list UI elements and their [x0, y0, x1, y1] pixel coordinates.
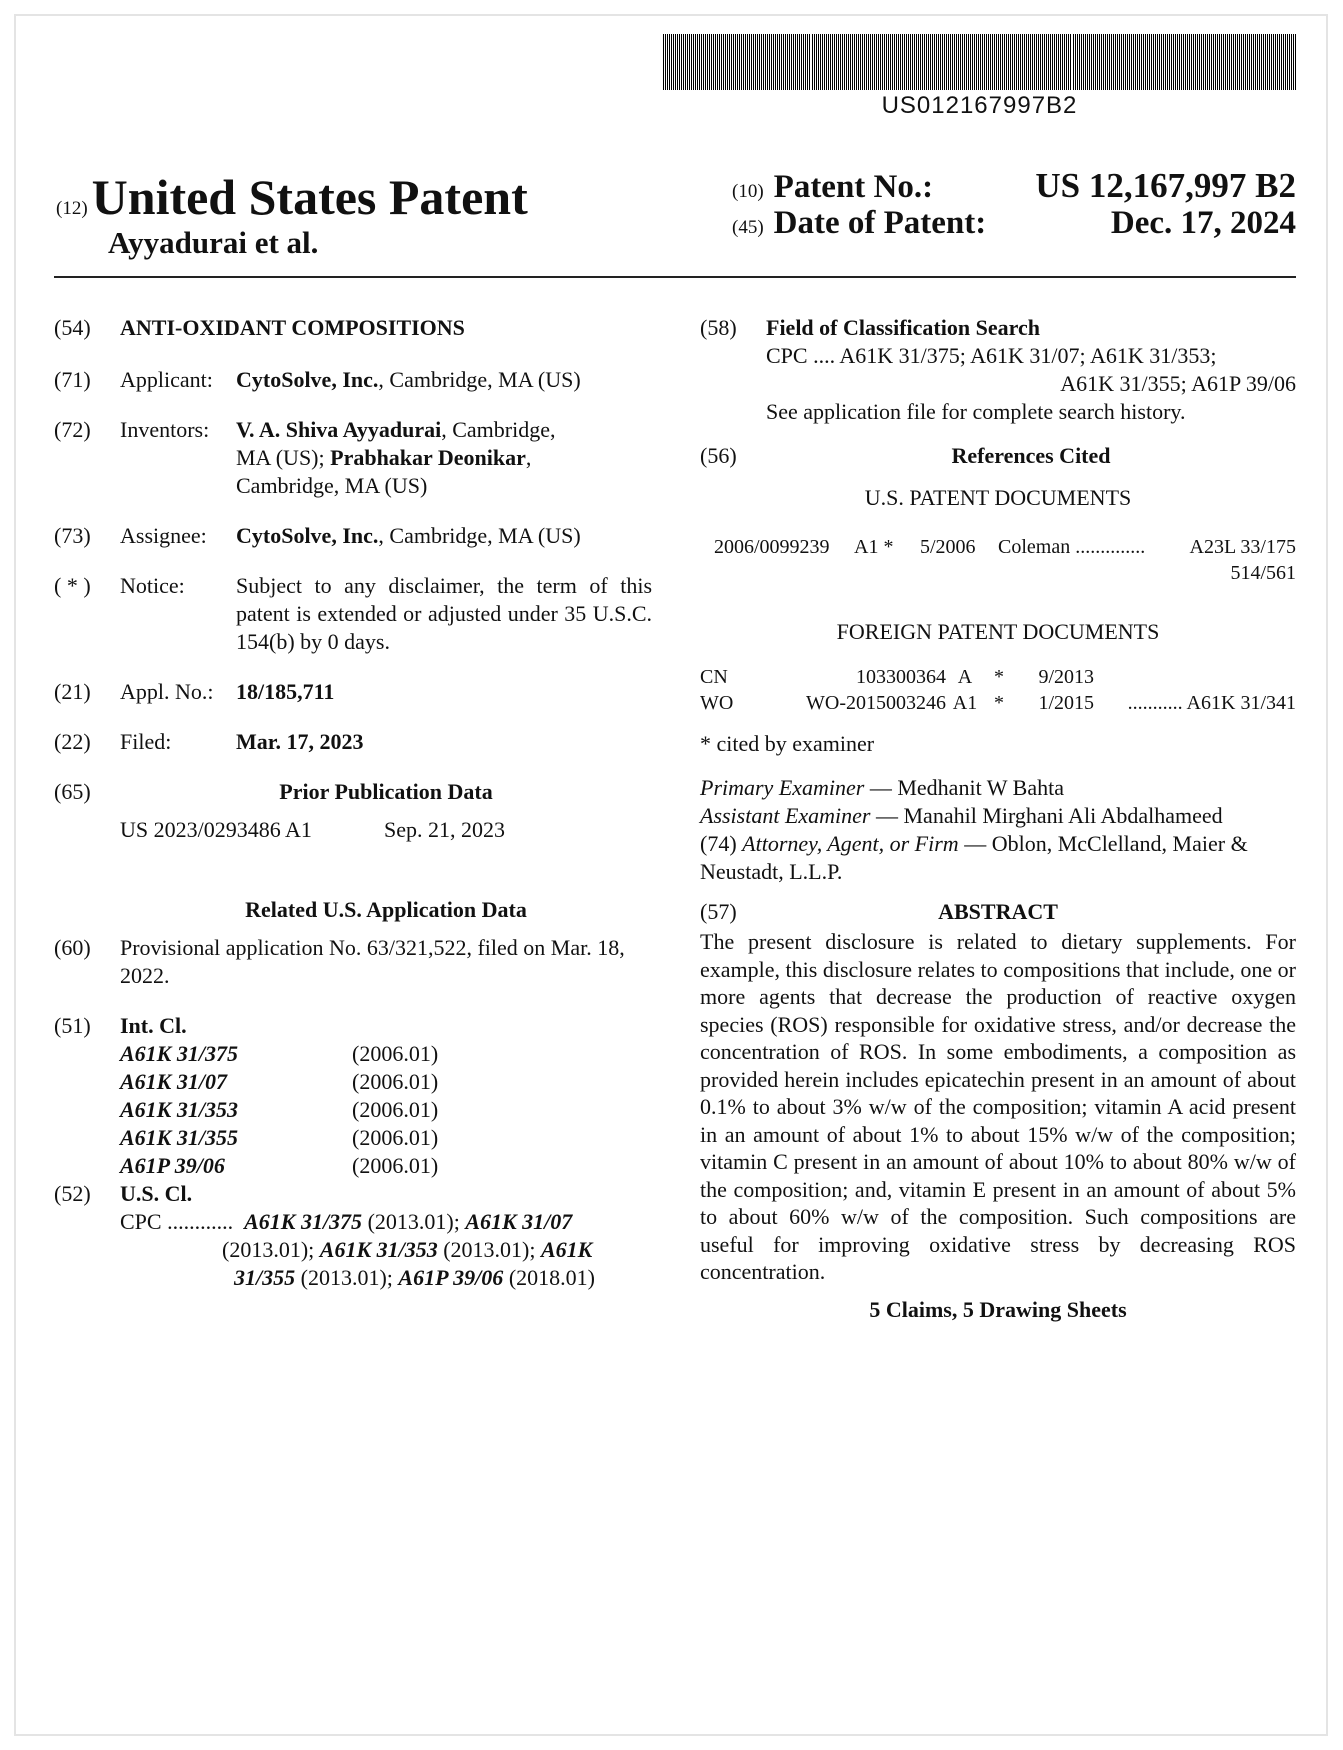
field-51	[54, 1012, 652, 1180]
int-cl-name: A61K 31/07	[120, 1069, 227, 1094]
primary-examiner-name: — Medhanit W Bahta	[864, 775, 1064, 800]
foreign-ref-class: ........... A61K 31/341	[1127, 692, 1296, 714]
field-60	[54, 934, 652, 990]
field-57	[700, 898, 1296, 926]
foreign-ref-star: *	[994, 692, 1004, 714]
classification-search-heading: Field of Classification Search	[766, 315, 1040, 340]
code-52: (52)	[54, 1181, 91, 1206]
claims-summary: 5 Claims, 5 Drawing Sheets	[869, 1296, 1127, 1322]
date-label: Date of Patent:	[773, 205, 987, 241]
int-cl-list	[120, 1040, 652, 1180]
us-cl-class: A61K 31/375	[244, 1209, 363, 1234]
applicant-name: CytoSolve, Inc.	[236, 367, 379, 392]
applicant-label: Applicant:	[120, 367, 213, 392]
prior-pub-number: US 2023/0293486 A1	[120, 817, 312, 842]
us-cl-class: A61K 31/353	[319, 1237, 438, 1262]
related-app-heading: Related U.S. Application Data	[245, 897, 527, 922]
inventor-1-location: , Cambridge,	[441, 417, 556, 442]
code-10: (10)	[732, 181, 764, 202]
us-cl-date: (2013.01);	[362, 1209, 466, 1234]
code-71: (71)	[54, 367, 91, 392]
code-58: (58)	[700, 315, 737, 340]
left-column	[54, 314, 652, 1292]
filed-date: Mar. 17, 2023	[236, 729, 364, 754]
foreign-ref-row	[700, 690, 1296, 716]
inventor-2-sep: ,	[525, 445, 532, 470]
code-60: (60)	[54, 935, 91, 960]
int-cl-name: A61K 31/355	[120, 1125, 238, 1150]
code-54: (54)	[54, 315, 91, 340]
assistant-examiner-name: — Manahil Mirghani Ali Abdalhameed	[870, 803, 1223, 828]
code-57: (57)	[700, 899, 737, 924]
code-22: (22)	[54, 729, 91, 754]
int-cl-name: A61K 31/353	[120, 1097, 238, 1122]
primary-examiner-label: Primary Examiner	[700, 775, 865, 800]
int-cl-row	[120, 1040, 652, 1068]
us-ref-number: 2006/0099239	[714, 536, 830, 558]
invention-title: ANTI-OXIDANT COMPOSITIONS	[120, 315, 465, 340]
code-51: (51)	[54, 1013, 91, 1038]
us-cl-line-2	[120, 1236, 652, 1264]
code-74: (74)	[700, 831, 743, 856]
assignee-name: CytoSolve, Inc.	[236, 523, 379, 548]
classification-search-line-1: CPC .... A61K 31/375; A61K 31/07; A61K 31/353;	[766, 343, 1217, 368]
int-cl-row	[120, 1096, 652, 1124]
us-ref-class: A23L 33/175	[1189, 536, 1296, 558]
foreign-ref-row	[700, 664, 1296, 690]
us-cl-heading: U.S. Cl.	[120, 1181, 193, 1206]
notice-text: Subject to any disclaimer, the term of this patent is extended or adjusted under 35 U.S.C. 154(b) by 0 days.	[236, 573, 652, 654]
us-cl-date: (2018.01)	[503, 1265, 595, 1290]
code-73: (73)	[54, 523, 91, 548]
us-ref-name: Coleman ..............	[998, 536, 1146, 558]
code-56: (56)	[700, 443, 737, 468]
field-54	[54, 314, 652, 342]
code-65: (65)	[54, 779, 91, 804]
field-52	[54, 1180, 652, 1292]
foreign-ref-country: WO	[700, 692, 734, 714]
prior-pub-date: Sep. 21, 2023	[384, 817, 505, 842]
patent-number-row	[732, 166, 1296, 206]
inventor-1-name: V. A. Shiva Ayyadurai	[236, 417, 442, 442]
foreign-ref-kind: A1	[952, 692, 978, 714]
field-22	[54, 728, 652, 756]
int-cl-date: (2006.01)	[352, 1041, 439, 1066]
int-cl-name: A61P 39/06	[120, 1153, 225, 1178]
int-cl-name: A61K 31/375	[120, 1041, 238, 1066]
foreign-ref-class	[1094, 664, 1296, 690]
header-rule	[54, 276, 1296, 278]
us-ref-date: 5/2006	[920, 536, 976, 558]
foreign-ref-number: 103300364	[856, 666, 946, 688]
us-cl-line-3	[120, 1264, 652, 1292]
us-cl-line-1	[120, 1208, 652, 1236]
int-cl-date: (2006.01)	[352, 1125, 439, 1150]
field-56	[700, 442, 1296, 470]
provisional-text: Provisional application No. 63/321,522, filed on Mar. 18, 2022.	[120, 935, 625, 988]
inventor-1-country: MA (US);	[236, 445, 331, 470]
foreign-ref-date: 1/2015	[1038, 692, 1094, 714]
us-cl-class: A61K 31/07	[465, 1209, 573, 1234]
patent-number: US 12,167,997 B2	[1035, 166, 1296, 205]
us-reference	[700, 534, 1296, 586]
field-65	[54, 778, 652, 806]
authors: Ayyadurai et al.	[108, 225, 319, 260]
patent-no-label: Patent No.:	[773, 169, 934, 205]
foreign-ref-number: WO-2015003246	[806, 692, 946, 714]
appl-no: 18/185,711	[236, 679, 335, 704]
foreign-ref-date: 9/2013	[1038, 666, 1094, 688]
field-73	[54, 522, 652, 550]
prior-pub-row	[54, 816, 652, 844]
int-cl-date: (2006.01)	[352, 1097, 439, 1122]
prior-pub-heading: Prior Publication Data	[279, 779, 493, 804]
us-cl-class: A61P 39/06	[398, 1265, 504, 1290]
assignee-label: Assignee:	[120, 523, 207, 548]
foreign-references	[700, 664, 1296, 716]
inventors-label: Inventors:	[120, 417, 210, 442]
us-docs-heading: U.S. PATENT DOCUMENTS	[864, 485, 1132, 510]
field-notice	[54, 572, 652, 656]
foreign-ref-star: *	[994, 666, 1004, 688]
field-72	[54, 416, 652, 500]
foreign-ref-kind: A	[957, 666, 973, 688]
int-cl-row	[120, 1068, 652, 1096]
document-number: US012167997B2	[881, 92, 1078, 119]
patent-date-row	[732, 205, 1296, 242]
code-72: (72)	[54, 417, 91, 442]
int-cl-date: (2006.01)	[352, 1069, 439, 1094]
applicant-location: , Cambridge, MA (US)	[378, 367, 581, 392]
assistant-examiner	[700, 802, 1296, 830]
classification-search-line-2: A61K 31/355; A61P 39/06	[1060, 371, 1296, 396]
us-ref-kind: A1 *	[854, 536, 894, 558]
foreign-ref-country: CN	[700, 666, 728, 688]
inventor-2-name: Prabhakar Deonikar	[330, 445, 526, 470]
patent-date: Dec. 17, 2024	[1110, 205, 1296, 241]
inventor-2-location: Cambridge, MA (US)	[236, 473, 428, 498]
abstract-text: The present disclosure is related to dietary supplements. For example, this disclosure relates to compositions that include, one or more agents that decrease the production of reactive oxygen species (ROS) responsible for oxidative stress, and/or decrease the concentration of ROS. In some embodiments, a composition as provided herein includes epicatechin present in an amount of about 0.1% to about 3% w/w of the composition; vitamin A acid present in an amount of about 1% to about 15% w/w of the composition; vitamin C present in an amount of about 10% to about 80% w/w of the composition; and, vitamin E present in an amount of about 5% to about 60% w/w of the composition. Such compositions are useful for improving oxidative stress by decreasing ROS concentration.	[700, 929, 1296, 1284]
us-cl-date: (2013.01);	[295, 1265, 399, 1290]
barcode-bar	[1295, 34, 1296, 90]
int-cl-row	[120, 1152, 652, 1180]
foreign-docs-heading: FOREIGN PATENT DOCUMENTS	[836, 619, 1160, 644]
attorney-label: Attorney, Agent, or Firm	[742, 831, 959, 856]
int-cl-row	[120, 1124, 652, 1152]
us-cl-cpc-prefix: CPC ............	[120, 1209, 234, 1234]
int-cl-heading: Int. Cl.	[120, 1013, 187, 1038]
code-12: (12)	[56, 198, 88, 219]
code-45: (45)	[732, 217, 764, 238]
attorney	[700, 830, 1260, 886]
assignee-location: , Cambridge, MA (US)	[378, 523, 581, 548]
us-cl-class: A61K	[541, 1237, 593, 1262]
right-column	[700, 314, 1296, 1324]
code-21: (21)	[54, 679, 91, 704]
cited-by-examiner-note: * cited by examiner	[700, 731, 875, 756]
int-cl-date: (2006.01)	[352, 1153, 439, 1178]
us-cl-class: 31/355	[234, 1265, 296, 1290]
abstract-heading: ABSTRACT	[938, 899, 1058, 924]
filed-label: Filed:	[120, 729, 172, 754]
code-notice: ( * )	[54, 573, 91, 598]
references-heading: References Cited	[951, 443, 1111, 468]
field-21	[54, 678, 652, 706]
attorney-name: — Oblon, McClelland, Maier & Neustadt, L.L.P.	[700, 831, 1248, 884]
primary-examiner	[700, 774, 1296, 802]
us-cl-date: (2013.01);	[437, 1237, 541, 1262]
notice-label: Notice:	[120, 573, 185, 598]
us-cl-date: (2013.01);	[222, 1237, 320, 1262]
appl-no-label: Appl. No.:	[120, 679, 214, 704]
patent-title-block	[56, 168, 528, 226]
classification-search-note: See application file for complete search history.	[766, 399, 1186, 424]
assistant-examiner-label: Assistant Examiner	[700, 803, 871, 828]
field-71	[54, 366, 652, 394]
barcode	[663, 34, 1296, 90]
us-ref-class-2: 514/561	[1230, 562, 1296, 584]
patent-title: United States Patent	[91, 169, 528, 225]
field-58	[700, 314, 1296, 426]
